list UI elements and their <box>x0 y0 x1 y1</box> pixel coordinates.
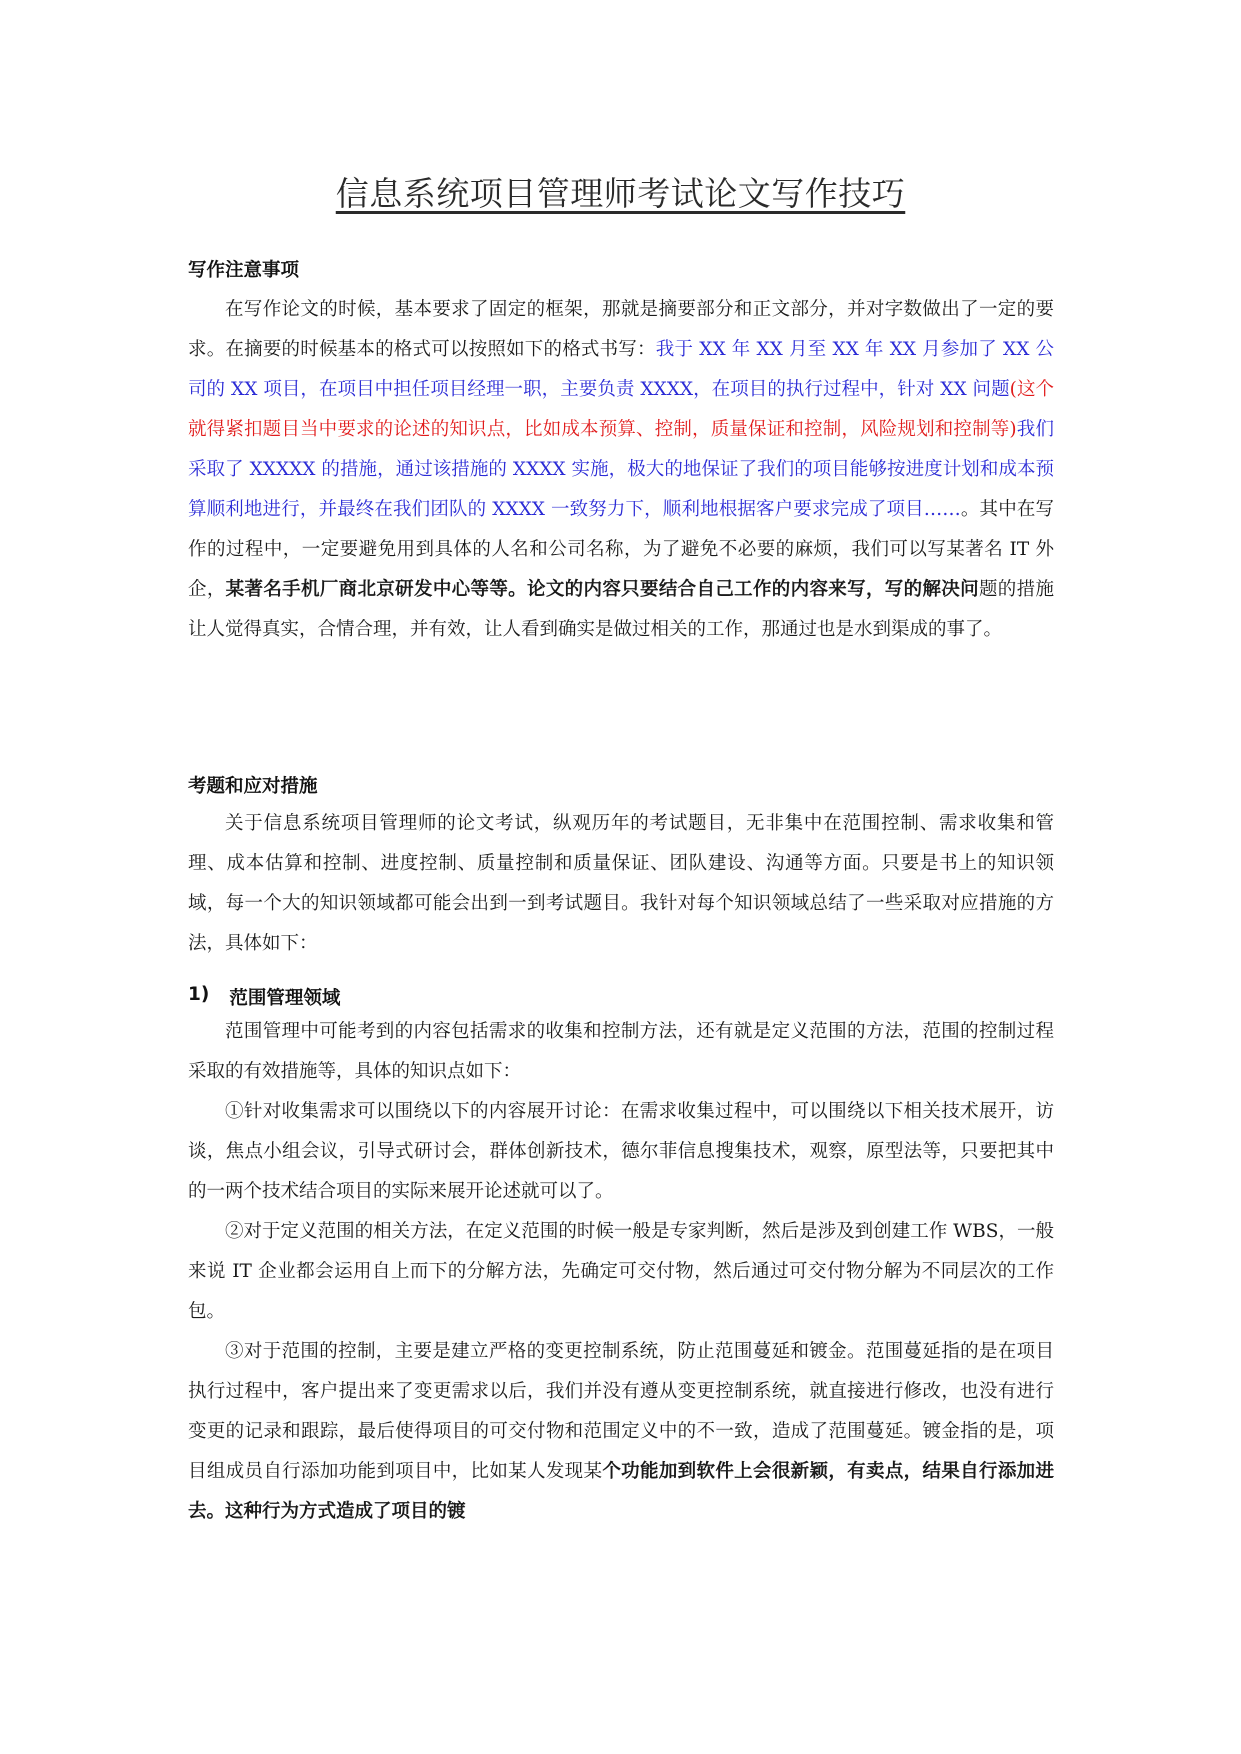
text-normal-end: 题的措施让人觉得真实，合情合理，并有效，让人看到确实是做过相关的工作，那通过也是水到渠成的事了。 <box>188 579 1054 640</box>
page-title: 信息系统项目管理师考试论文写作技巧 <box>335 174 906 213</box>
text-bold-emphasis: 某著名手机厂商北京研发中心等等。论文的内容只要结合自己工作的内容来写，写的解决问 <box>225 579 979 600</box>
paragraph-scope-item-1: ①针对收集需求可以围绕以下的内容展开讨论：在需求收集过程中，可以围绕以下相关技术展开，访谈，焦点小组会议，引导式研讨会，群体创新技术，德尔菲信息搜集技术，观察，原型法等，只要把其中的一两个技术结合项目的实际来展开论述就可以了。 <box>188 1101 1054 1202</box>
text-normal: ③对于范围的控制，主要是建立严格的变更控制系统，防止范围蔓延和镀金。范围蔓延指的是在项目执行过程中，客户提出来了变更需求以后，我们并没有遵从变更控制系统，就直接进行修改，也没有进行变更的记录和跟踪，最后使得项目的可交付物和范围定义中的不一致，造成了范围蔓延。镀金指的是，项目组成员自行添加功能到项目中，比如某人发现某 <box>188 1341 1054 1482</box>
text-normal-cont: 。其中在写作的过程中，一定要避免用到具体的人名和公司名称，为了避免不必要的麻烦，我们可以写某著名 IT 外企， <box>188 499 1054 600</box>
text-abstract-note: (这个就得紧扣题目当中要求的论述的知识点，比如成本预算、控制，质量保证和控制，风险规划和控制等) <box>188 379 1055 440</box>
subsection-heading-scope <box>188 984 340 1010</box>
section-heading-exam-topics: 考题和应对措施 <box>188 776 318 797</box>
text-abstract-template-cont: 我们采取了 XXXXX 的措施，通过该措施的 XXXX 实施，极大的地保证了我们的项目能够按进度计划和成本预算顺利地进行，并最终在我们团队的 XXXX 一致努力下，顺利地根据客户要求完成了项目…… <box>188 419 1054 520</box>
paragraph-scope-intro: 范围管理中可能考到的内容包括需求的收集和控制方法，还有就是定义范围的方法，范围的控制过程采取的有效措施等，具体的知识点如下： <box>188 1021 1054 1082</box>
subsection-number: 1) <box>188 984 210 1005</box>
text-normal: 在写作论文的时候，基本要求了固定的框架，那就是摘要部分和正文部分，并对字数做出了一定的要求。在摘要的时候基本的格式可以按照如下的格式书写： <box>188 299 1054 360</box>
paragraph-writing-notes <box>188 290 1054 650</box>
paragraph-exam-topics: 关于信息系统项目管理师的论文考试，纵观历年的考试题目，无非集中在范围控制、需求收集和管理、成本估算和控制、进度控制、质量控制和质量保证、团队建设、沟通等方面。只要是书上的知识领域，每一个大的知识领域都可能会出到一到考试题目。我针对每个知识领域总结了一些采取对应措施的方法，具体如下： <box>188 813 1054 954</box>
section-heading-writing-notes: 写作注意事项 <box>188 260 300 281</box>
subsection-title: 范围管理领域 <box>229 988 341 1009</box>
paragraph-scope-item-2: ②对于定义范围的相关方法，在定义范围的时候一般是专家判断，然后是涉及到创建工作 WBS，一般来说 IT 企业都会运用自上而下的分解方法，先确定可交付物，然后通过可交付物分解为不同层次的工作包。 <box>188 1221 1054 1322</box>
text-abstract-template: 我于 XX 年 XX 月至 XX 年 XX 月参加了 XX 公司的 XX 项目，在项目中担任项目经理一职，主要负责 XXXX，在项目的执行过程中，针对 XX 问题 <box>188 339 1054 400</box>
text-bold-emphasis: 个功能加到软件上会很新颖，有卖点，结果自行添加进去。这种行为方式造成了项目的镀 <box>188 1461 1054 1522</box>
paragraph-scope-item-3 <box>188 1332 1054 1532</box>
